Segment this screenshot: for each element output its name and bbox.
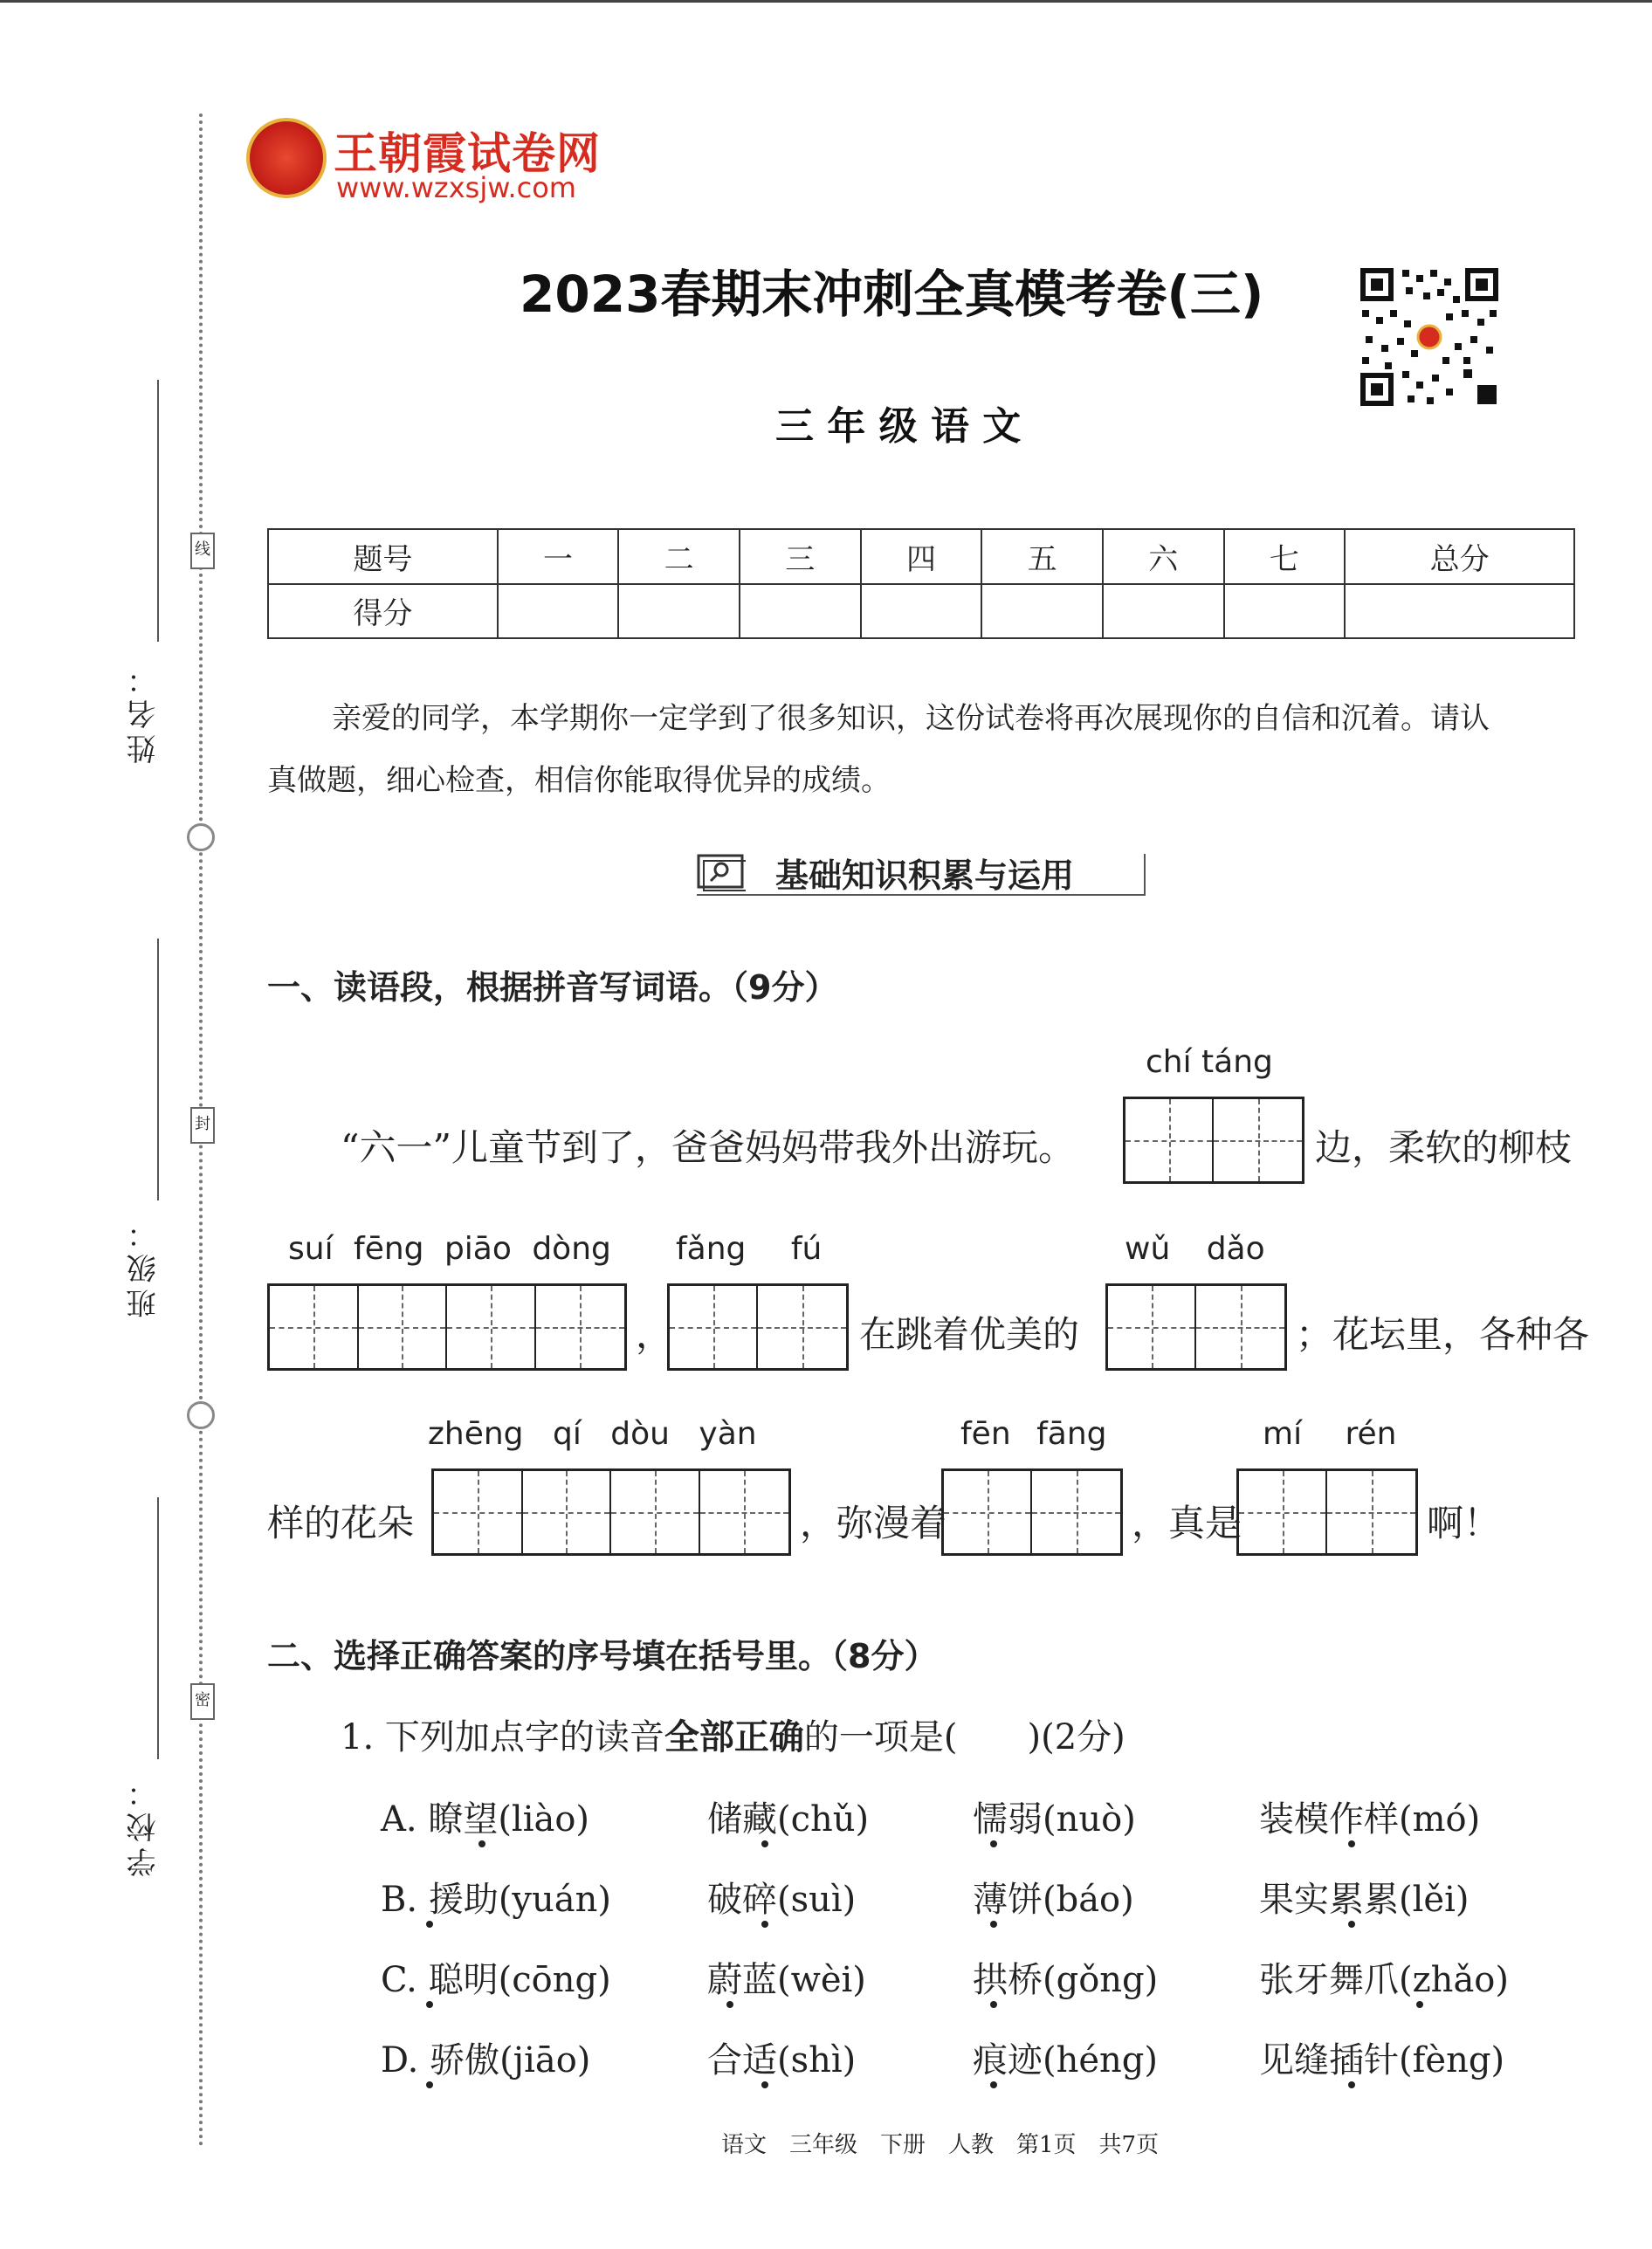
q2-sub1-pre: 1. 下列加点字的读音 (341, 1717, 664, 1757)
emphasis-dot (426, 2081, 433, 2088)
emphasis-dot (990, 2081, 997, 2088)
score-cell[interactable] (740, 584, 861, 639)
name-label: 姓名： (127, 659, 162, 764)
logo-name: 王朝霞试卷网 (334, 128, 601, 179)
q1-text-7: ，弥漫着 (800, 1502, 947, 1544)
q1-text-6: 样的花朵 (267, 1502, 415, 1544)
option-b-4: 果实累累(lěi) (1259, 1880, 1470, 1920)
option-a-4: 装模作样(mó) (1259, 1799, 1481, 1840)
q2-title: 二、选择正确答案的序号填在括号里。（8分） (267, 1637, 938, 1675)
score-cell[interactable] (618, 584, 740, 639)
q1-text-8: ，真是 (1132, 1502, 1242, 1544)
score-header-cell: 题号 (268, 529, 498, 584)
q2-sub1 (341, 1709, 1125, 1759)
score-header-cell: 六 (1103, 529, 1224, 584)
option-b-3: 薄饼(báo) (973, 1880, 1134, 1920)
emphasis-dot (990, 1921, 997, 1928)
answer-grid-fen-fang[interactable] (941, 1468, 1123, 1556)
option-d-4: 见缝插针(fèng) (1259, 2040, 1505, 2080)
school-underline (157, 1497, 159, 1759)
score-header-cell: 总分 (1345, 529, 1574, 584)
score-cell[interactable] (981, 584, 1103, 639)
emphasis-dot (426, 2001, 433, 2008)
score-header-cell: 五 (981, 529, 1103, 584)
emphasis-dot (1348, 1921, 1355, 1928)
q1-text-9: 啊！ (1427, 1502, 1501, 1544)
emphasis-dot (478, 1840, 485, 1847)
answer-grid-zheng-qi-dou-yan[interactable] (431, 1468, 791, 1556)
seal-feng: 封 (190, 1107, 215, 1144)
seal-xian: 线 (190, 533, 215, 569)
q1-title: 一、读语段，根据拼音写词语。（9分） (267, 968, 838, 1007)
book-search-icon (697, 852, 746, 892)
pinyin-zheng-qi-dou-yan: zhēng qí dòu yàn (428, 1416, 757, 1452)
score-header-cell: 四 (861, 529, 982, 584)
option-d-2: 合适(shì) (707, 2040, 857, 2080)
emphasis-dot (990, 1840, 997, 1847)
pinyin-wu-dao: wǔ dǎo (1125, 1231, 1265, 1267)
class-label: 班级： (127, 1214, 162, 1318)
pinyin-mi-ren: mí rén (1263, 1416, 1397, 1452)
score-header-cell: 七 (1224, 529, 1346, 584)
emphasis-dot (1348, 1840, 1355, 1847)
option-b-2: 破碎(suì) (707, 1880, 857, 1920)
class-underline (157, 939, 159, 1200)
q1-text-5: ；花坛里，各种各 (1296, 1313, 1590, 1356)
emphasis-dot (761, 2081, 768, 2088)
emphasis-dot (726, 2001, 733, 2008)
section-banner-title: 基础知识积累与运用 (775, 856, 1075, 895)
emphasis-dot (426, 1921, 433, 1928)
pinyin-sui-feng-piao-dong: suí fēng piāo dòng (288, 1231, 611, 1267)
logo-url: www.wzxsjw.com (336, 171, 576, 204)
answer-grid-wu-dao[interactable] (1105, 1283, 1287, 1371)
intro-line-2: 真做题，细心检查，相信你能取得优异的成绩。 (267, 763, 891, 798)
emphasis-dot (990, 2001, 997, 2008)
pinyin-chi-tang: chí táng (1146, 1044, 1273, 1080)
answer-grid-fang-fu[interactable] (667, 1283, 849, 1371)
score-cell[interactable] (498, 584, 619, 639)
score-cell[interactable] (1345, 584, 1574, 639)
option-a-1: A. 瞭望(liào) (381, 1799, 590, 1840)
score-cell[interactable] (861, 584, 982, 639)
q2-sub1-bold: 全部正确 (664, 1717, 804, 1757)
emphasis-dot (761, 1840, 768, 1847)
pinyin-fen-fang: fēn fāng (960, 1416, 1107, 1452)
score-row-label: 得分 (268, 584, 498, 639)
top-border (0, 0, 1652, 3)
page-subtitle: 三 年 级 语 文 (775, 404, 1022, 449)
binding-circle-icon (187, 1401, 215, 1429)
q2-sub1-post: 的一项是( )(2分) (803, 1717, 1125, 1757)
qr-code-icon (1359, 266, 1500, 408)
option-c-4: 张牙舞爪(zhǎo) (1259, 1960, 1509, 2000)
q1-text-1: “六一”儿童节到了，爸爸妈妈带我外出游玩。 (341, 1126, 1075, 1169)
option-b-1: B. 援助(yuán) (381, 1880, 612, 1920)
school-label: 学校： (127, 1772, 162, 1877)
option-d-1: D. 骄傲(jiāo) (381, 2040, 591, 2080)
emphasis-dot (761, 1921, 768, 1928)
score-header-row (268, 529, 1574, 584)
score-table (267, 528, 1575, 639)
pinyin-fang-fu: fǎng fú (676, 1231, 823, 1267)
score-cell[interactable] (1103, 584, 1224, 639)
logo-emblem-icon (246, 118, 327, 198)
answer-grid-sui-feng-piao-dong[interactable] (267, 1283, 627, 1371)
score-header-cell: 三 (740, 529, 861, 584)
option-a-2: 储藏(chǔ) (707, 1799, 870, 1840)
answer-grid-mi-ren[interactable] (1236, 1468, 1418, 1556)
emphasis-dot (1416, 2001, 1423, 2008)
q1-text-3: ， (636, 1313, 673, 1356)
q1-text-4: 在跳着优美的 (859, 1313, 1080, 1356)
score-value-row (268, 584, 1574, 639)
page-title: 2023春期末冲刺全真模考卷(三) (520, 265, 1264, 324)
option-a-3: 懦弱(nuò) (973, 1799, 1136, 1840)
seal-mi: 密 (190, 1683, 215, 1720)
binding-circle-icon (187, 823, 215, 851)
score-header-cell: 二 (618, 529, 740, 584)
emphasis-dot (1348, 2081, 1355, 2088)
option-c-3: 拱桥(gǒng) (973, 1960, 1159, 2000)
score-cell[interactable] (1224, 584, 1346, 639)
option-c-1: C. 聪明(cōng) (381, 1960, 611, 2000)
answer-grid-chi-tang[interactable] (1123, 1097, 1304, 1184)
name-underline (157, 380, 159, 642)
intro-line-1: 亲爱的同学，本学期你一定学到了很多知识，这份试卷将再次展现你的自信和沉着。请认 (332, 701, 1490, 736)
option-c-2: 蔚蓝(wèi) (707, 1960, 866, 2000)
q1-text-2: 边，柔软的柳枝 (1315, 1126, 1573, 1169)
page-footer: 语文 三年级 下册 人教 第1页 共7页 (721, 2132, 1160, 2158)
score-header-cell: 一 (498, 529, 619, 584)
option-d-3: 痕迹(héng) (973, 2040, 1159, 2080)
